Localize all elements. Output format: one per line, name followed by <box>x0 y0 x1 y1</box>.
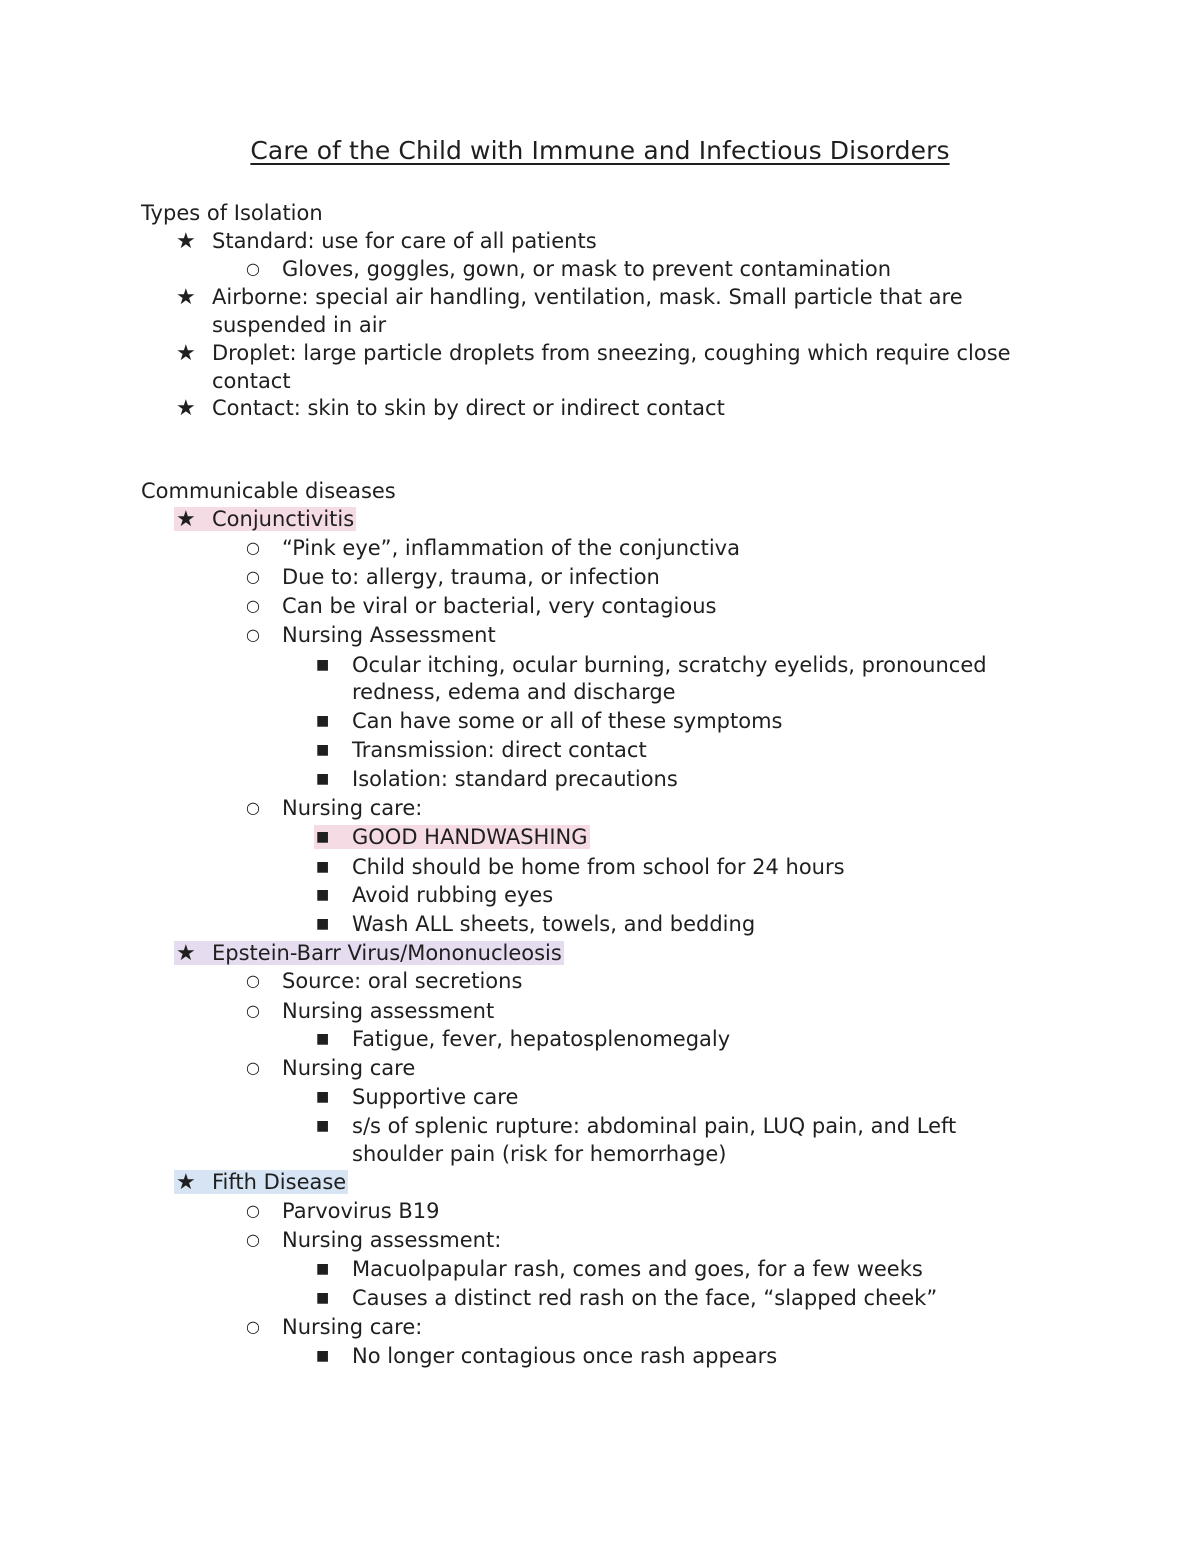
list-item-text: s/s of splenic rupture: abdominal pain, LUQ pain, and Left <box>352 1114 957 1138</box>
list-item <box>316 853 845 881</box>
square-bullet-icon: ■ <box>316 916 330 932</box>
square-bullet-icon: ■ <box>316 859 330 875</box>
circle-bullet-icon: ○ <box>246 1058 260 1077</box>
list-item-text: Child should be home from school for 24 hours <box>352 855 845 879</box>
circle-bullet-icon: ○ <box>246 1001 260 1020</box>
list-item-continuation: suspended in air <box>212 313 387 337</box>
list-item-text: Ocular itching, ocular burning, scratchy eyelids, pronounced <box>352 653 987 677</box>
list-item <box>316 1284 937 1312</box>
star-bullet-icon: ★ <box>176 285 196 310</box>
square-bullet-icon: ■ <box>316 829 330 845</box>
list-item <box>316 881 553 909</box>
list-item <box>246 534 740 562</box>
list-item <box>316 910 755 938</box>
list-item <box>246 563 660 591</box>
list-item-text: Nursing care: <box>282 1315 423 1339</box>
circle-bullet-icon: ○ <box>246 1201 260 1220</box>
list-item-text: Droplet: large particle droplets from sneezing, coughing which require close <box>212 341 1011 365</box>
section-heading-communicable: Communicable diseases <box>141 479 396 503</box>
list-item-text: Transmission: direct contact <box>352 738 647 762</box>
square-bullet-icon: ■ <box>316 1031 330 1047</box>
list-item-text: Causes a distinct red rash on the face, “slapped cheek” <box>352 1286 938 1310</box>
list-item <box>176 227 597 256</box>
square-bullet-icon: ■ <box>316 1261 330 1277</box>
list-item <box>316 1112 956 1140</box>
circle-bullet-icon: ○ <box>246 1230 260 1249</box>
list-item-continuation: shoulder pain (risk for hemorrhage) <box>352 1142 727 1166</box>
list-item-text: Macuolpapular rash, comes and goes, for a few weeks <box>352 1257 923 1281</box>
square-bullet-icon: ■ <box>316 1290 330 1306</box>
list-item <box>246 255 891 283</box>
square-bullet-icon: ■ <box>316 657 330 673</box>
square-bullet-icon: ■ <box>316 1089 330 1105</box>
square-bullet-icon: ■ <box>316 771 330 787</box>
list-item <box>176 339 1011 368</box>
list-item <box>246 1197 439 1225</box>
list-item <box>246 592 716 620</box>
list-item <box>246 1054 415 1082</box>
list-item <box>316 1342 777 1370</box>
star-bullet-icon: ★ <box>176 941 196 966</box>
page-title: Care of the Child with Immune and Infectious Disorders <box>250 136 950 165</box>
list-item <box>246 1313 422 1341</box>
list-item <box>176 394 725 423</box>
highlight <box>314 825 590 849</box>
list-item-text: Nursing care: <box>282 796 423 820</box>
star-bullet-icon: ★ <box>176 507 196 532</box>
list-item-text: No longer contagious once rash appears <box>352 1344 778 1368</box>
square-bullet-icon: ■ <box>316 887 330 903</box>
highlight <box>174 941 564 965</box>
section-heading-isolation: Types of Isolation <box>141 201 323 225</box>
list-item-text: Nursing assessment: <box>282 1228 502 1252</box>
list-item <box>316 736 647 764</box>
list-item <box>246 967 522 995</box>
disease-heading-ebv <box>176 939 564 968</box>
circle-bullet-icon: ○ <box>246 259 260 278</box>
list-item-text: Isolation: standard precautions <box>352 767 678 791</box>
list-item <box>246 1226 501 1254</box>
list-item <box>246 794 422 822</box>
disease-heading-fifth <box>176 1168 348 1197</box>
square-bullet-icon: ■ <box>316 1118 330 1134</box>
disease-heading-conjunctivitis <box>176 505 356 534</box>
circle-bullet-icon: ○ <box>246 567 260 586</box>
disease-name: Fifth Disease <box>212 1170 347 1194</box>
list-item-text: GOOD HANDWASHING <box>352 825 588 849</box>
list-item-text: “Pink eye”, inflammation of the conjunctiva <box>282 536 740 560</box>
list-item <box>176 283 963 312</box>
list-item-text: Due to: allergy, trauma, or infection <box>282 565 660 589</box>
star-bullet-icon: ★ <box>176 341 196 366</box>
list-item-text: Parvovirus B19 <box>282 1199 440 1223</box>
list-item <box>316 1025 730 1053</box>
list-item <box>316 707 782 735</box>
list-item <box>316 1083 518 1111</box>
circle-bullet-icon: ○ <box>246 596 260 615</box>
circle-bullet-icon: ○ <box>246 798 260 817</box>
star-bullet-icon: ★ <box>176 396 196 421</box>
circle-bullet-icon: ○ <box>246 971 260 990</box>
list-item-text: Wash ALL sheets, towels, and bedding <box>352 912 756 936</box>
list-item-text: Nursing care <box>282 1056 416 1080</box>
list-item-text: Can be viral or bacterial, very contagious <box>282 594 717 618</box>
list-item <box>246 621 496 649</box>
list-item <box>316 651 987 679</box>
circle-bullet-icon: ○ <box>246 625 260 644</box>
star-bullet-icon: ★ <box>176 1170 196 1195</box>
list-item-continuation: contact <box>212 369 291 393</box>
square-bullet-icon: ■ <box>316 742 330 758</box>
circle-bullet-icon: ○ <box>246 538 260 557</box>
list-item-continuation: redness, edema and discharge <box>352 680 676 704</box>
list-item <box>316 1255 923 1283</box>
star-bullet-icon: ★ <box>176 229 196 254</box>
square-bullet-icon: ■ <box>316 1348 330 1364</box>
list-item-text: Gloves, goggles, gown, or mask to prevent contamination <box>282 257 891 281</box>
list-item-text: Source: oral secretions <box>282 969 523 993</box>
disease-name: Conjunctivitis <box>212 507 355 531</box>
list-item-text: Nursing assessment <box>282 999 495 1023</box>
list-item-text: Standard: use for care of all patients <box>212 229 597 253</box>
list-item-text: Supportive care <box>352 1085 519 1109</box>
list-item-text: Avoid rubbing eyes <box>352 883 554 907</box>
square-bullet-icon: ■ <box>316 713 330 729</box>
list-item-text: Can have some or all of these symptoms <box>352 709 783 733</box>
highlight <box>174 1170 348 1194</box>
list-item-text: Nursing Assessment <box>282 623 496 647</box>
list-item <box>316 823 590 851</box>
list-item-text: Contact: skin to skin by direct or indirect contact <box>212 396 725 420</box>
list-item <box>246 997 494 1025</box>
disease-name: Epstein-Barr Virus/Mononucleosis <box>212 941 562 965</box>
list-item <box>316 765 678 793</box>
list-item-text: Airborne: special air handling, ventilation, mask. Small particle that are <box>212 285 963 309</box>
list-item-text: Fatigue, fever, hepatosplenomegaly <box>352 1027 731 1051</box>
circle-bullet-icon: ○ <box>246 1317 260 1336</box>
highlight <box>174 507 356 531</box>
